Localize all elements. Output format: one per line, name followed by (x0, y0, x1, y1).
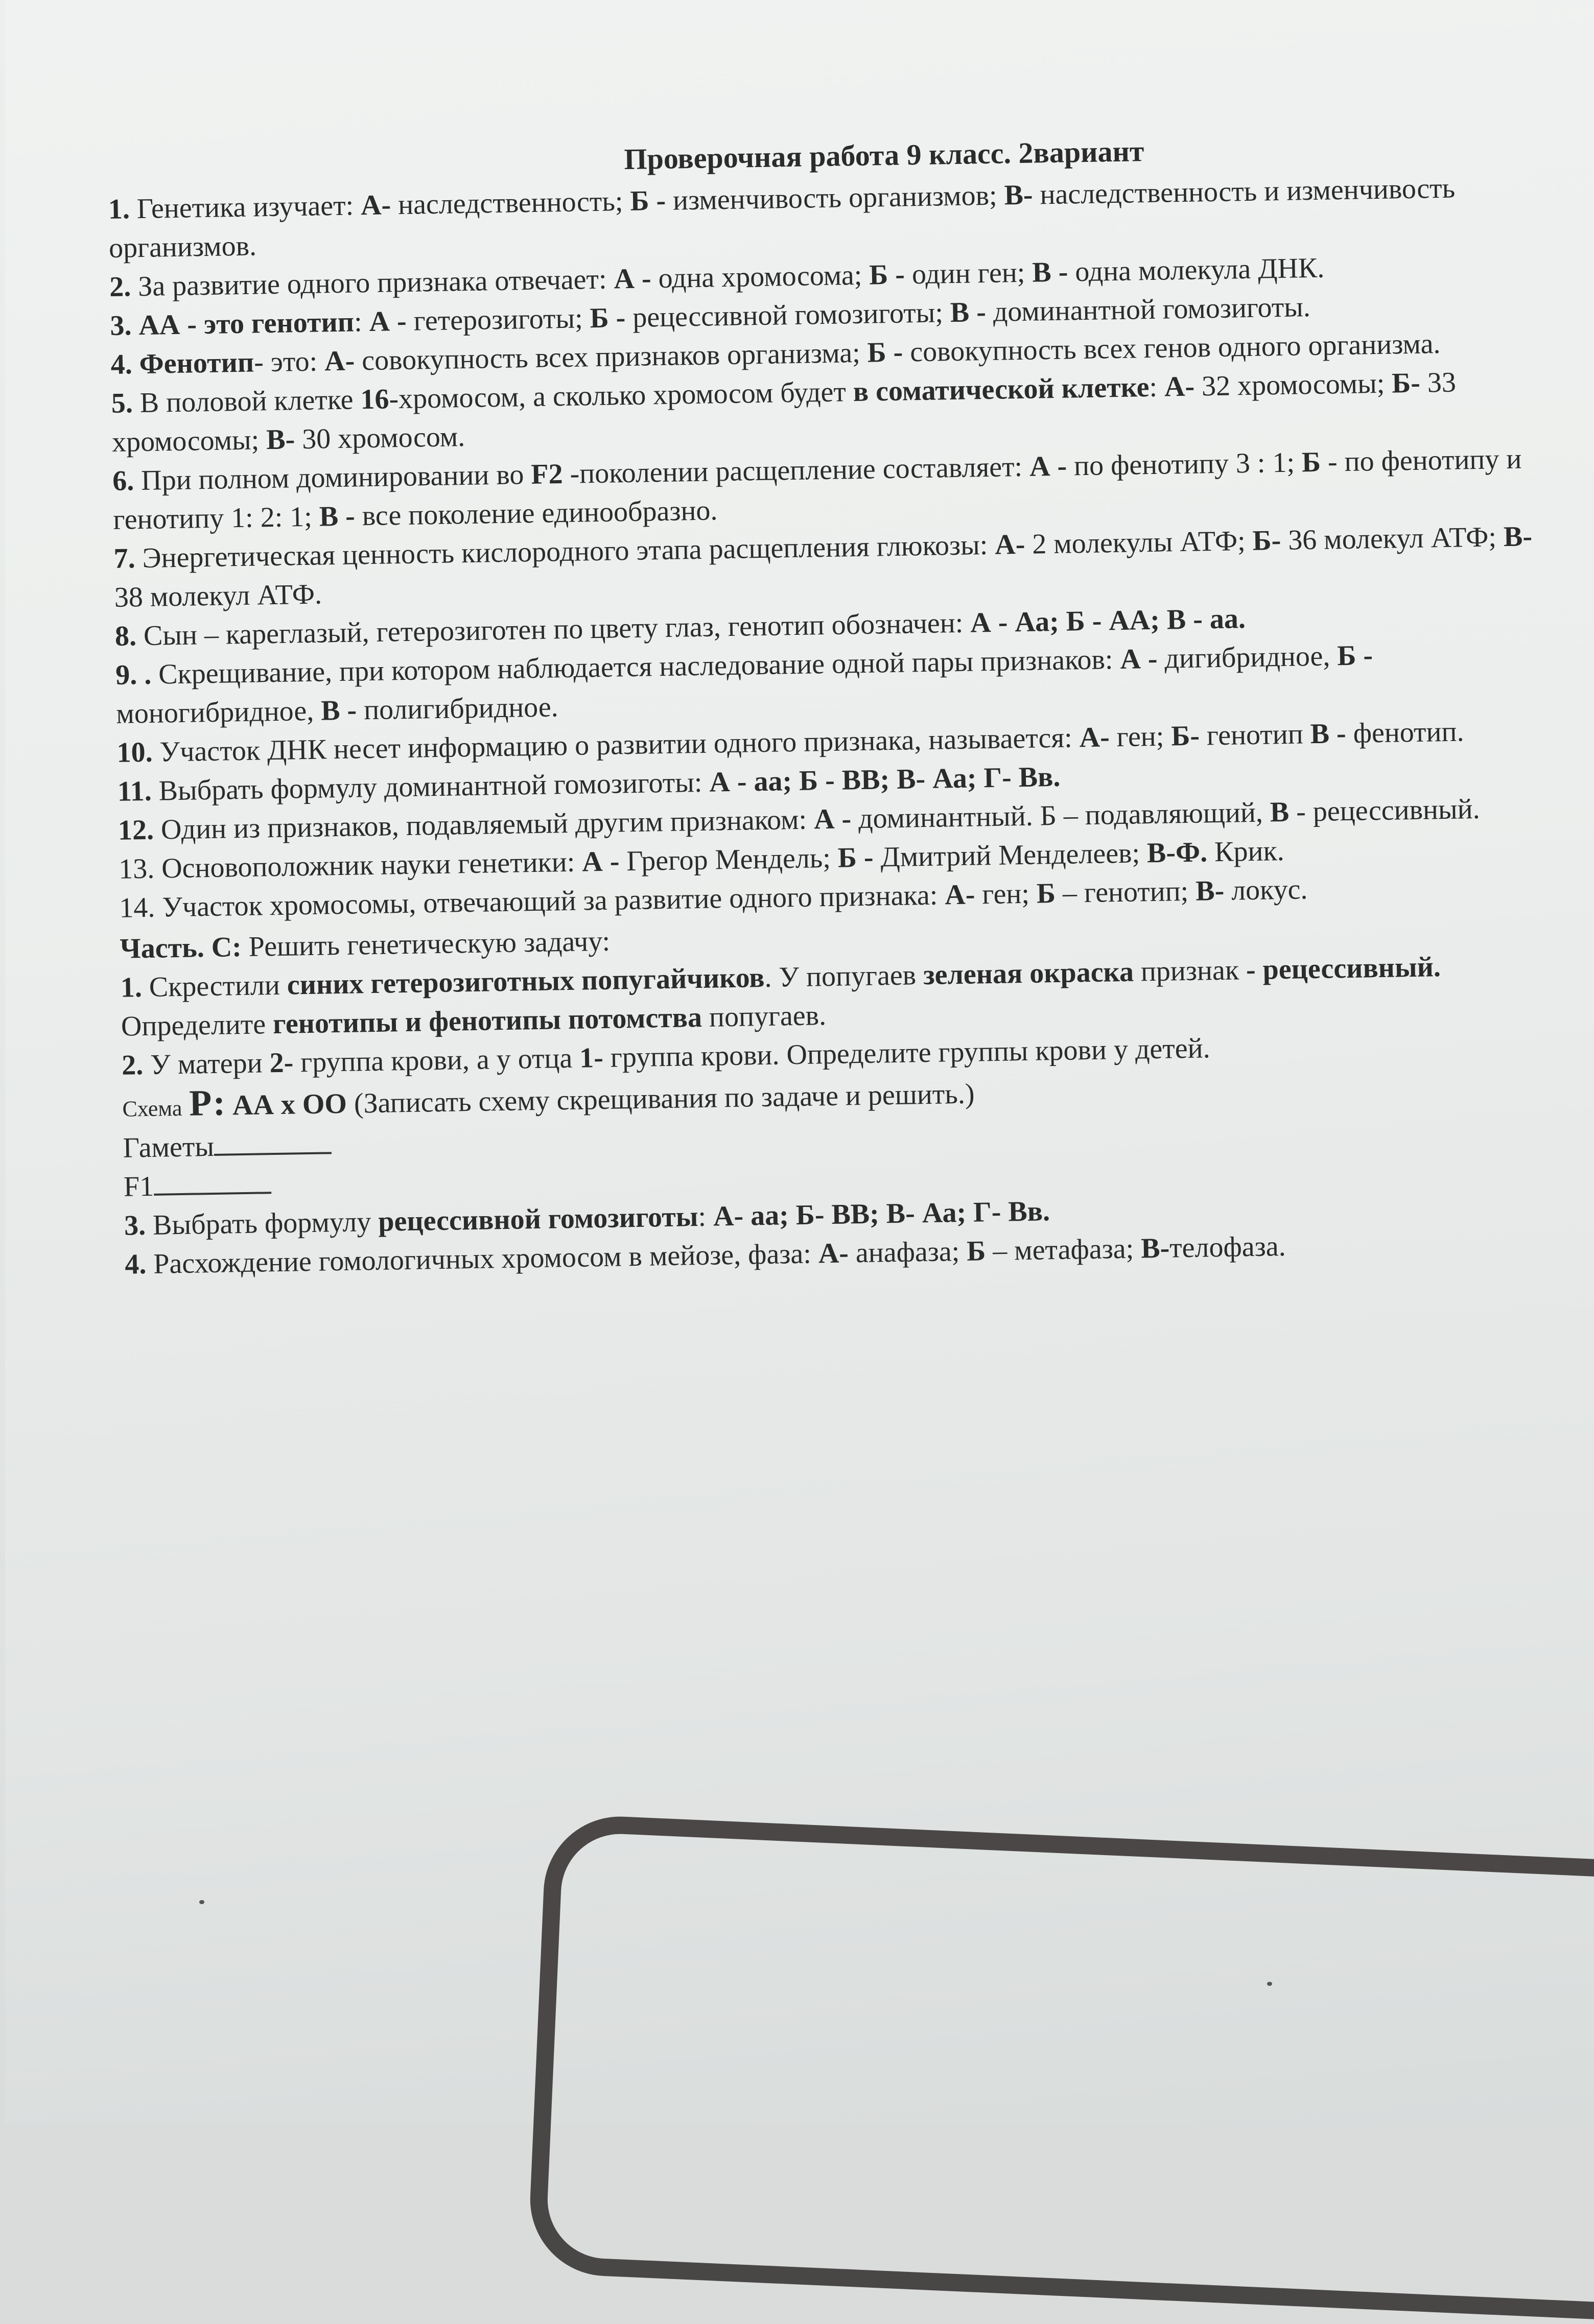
question-text: Энергетическая ценность кислородного этапа расщепления глюкозы: (135, 529, 995, 575)
question-text: В- (1195, 874, 1225, 907)
task-text: 2- (269, 1047, 294, 1079)
question-text: 36 молекул АТФ; (1280, 521, 1504, 557)
question-text: А - аа; Б - ВВ; В- Аа; Г- Вв. (709, 761, 1061, 798)
worksheet-text (107, 126, 1545, 1284)
scheme-note: (Записать схему скрещивания по задаче и решить.) (346, 1078, 975, 1120)
question-text: совокупность всех признаков организма; (354, 337, 868, 377)
question-text: Б - (590, 302, 626, 335)
question-number: 7. (113, 542, 136, 575)
question-text: Б - (869, 258, 905, 291)
question-text: А- (1164, 370, 1195, 403)
question-text: Б - (837, 841, 874, 874)
question-number: 4. (110, 348, 133, 381)
question-text: совокупность всех генов одного организма. (902, 328, 1441, 368)
question-text: - это: (253, 345, 325, 378)
question-text: В - (1310, 718, 1347, 750)
f1-label: F1 (123, 1170, 154, 1203)
scheme-cross: АА х ОО (225, 1087, 347, 1122)
question-text: Генетика изучает: (129, 189, 361, 225)
question-text: А - Аа; Б - АА; В - аа. (970, 603, 1246, 639)
question-number: 13. (118, 852, 155, 885)
question-text: изменчивость организмов; (665, 179, 1005, 217)
task-text: признак (1133, 954, 1247, 988)
question-text: Б (1301, 446, 1321, 479)
question-text: А- (1079, 721, 1110, 754)
question-text: 2 молекулы АТФ; (1024, 525, 1253, 560)
question-text: 30 хромосом. (294, 421, 465, 456)
task-text: – метафаза; (985, 1232, 1141, 1267)
question-text: : (354, 305, 370, 338)
gametes-label: Гаметы (123, 1130, 215, 1164)
question-text: - рецессивный. (1288, 793, 1481, 828)
task-text: Скрестили (142, 969, 288, 1004)
question-text: А- (994, 528, 1025, 561)
question-text: одна молекула ДНК. (1067, 252, 1325, 288)
question-text: Основоположник науки генетики: (154, 846, 582, 885)
task-number: 2. (121, 1049, 144, 1081)
question-text: 16 (360, 383, 389, 416)
question-text: В - (319, 500, 356, 533)
questions-list (108, 168, 1539, 927)
question-text: А- (324, 345, 355, 377)
question-number: 5. (111, 387, 133, 419)
paper-sheet (5, 0, 1594, 2125)
question-text: В-Ф. (1146, 836, 1208, 869)
question-text: В- (266, 423, 295, 456)
task-text: А- (818, 1237, 849, 1270)
question-text: Участок хромосомы, отвечающий за развитие одного признака: (154, 879, 945, 923)
question-text: наследственность; (390, 185, 630, 221)
question-text: Б- (1391, 367, 1421, 399)
task-text: зеленая окраска (923, 956, 1134, 991)
question-text: Один из признаков, подавляемый другим признаком: (153, 803, 814, 846)
question-text: А- (360, 189, 391, 222)
question-text: Б (1036, 878, 1056, 910)
question-text: В- (1004, 179, 1034, 211)
question-text: дигибридное, (1157, 640, 1338, 675)
question-text: Сын – кареглазый, гетерозиготен по цвету глаз, генотип обозначен: (136, 607, 971, 652)
question-text: в соматической клетке (853, 371, 1150, 408)
question-text: F2 (530, 458, 564, 491)
task-text: синих гетерозиготных попугайчиков (287, 961, 765, 1001)
task-text: генотипы и фенотипы потомства (272, 1001, 702, 1040)
question-text: Выбрать формулу доминантной гомозиготы: (151, 766, 710, 807)
question-text: Б - (867, 336, 903, 369)
question-text: Скрещивание, при котором наблюдается наследование одной пары признаков: (151, 643, 1120, 691)
question-text: -хромосом, а сколько хромосом будет (389, 376, 854, 415)
question-number: 6. (112, 465, 134, 497)
task-text: анафаза; (848, 1235, 967, 1269)
question-text: ген; (1109, 720, 1171, 753)
question-number: 11. (117, 775, 152, 808)
question-text: - по фенотипу и генотипу 1: 2: 1; (112, 443, 1522, 536)
question-text: ген; (974, 878, 1037, 911)
question-number: 10. (116, 736, 153, 769)
task-number: 4. (124, 1248, 147, 1280)
task-text: Б (966, 1235, 986, 1267)
question-text: один ген; (904, 256, 1033, 291)
question-text: доминантный. Б – подавляющий, (851, 796, 1271, 835)
part-c-label: Часть. С: (120, 931, 242, 965)
question-text: доминантной гомозиготы. (986, 291, 1311, 328)
task-text: - рецессивный. (1246, 951, 1441, 986)
question-text: фенотип. (1346, 716, 1464, 750)
task-text: телофаза. (1169, 1230, 1286, 1264)
task-text: . У попугаев (764, 959, 924, 993)
question-text: одна хромосома; (651, 259, 870, 295)
question-text: При полном доминировании во (133, 459, 531, 497)
gametes-blank (214, 1152, 332, 1156)
question-number: 1. (108, 193, 130, 225)
question-text: все поколение единообразно. (355, 494, 718, 532)
question-text: гетерозиготы; (406, 302, 591, 337)
question-text: : (1148, 371, 1165, 404)
question-text: В половой клетке (132, 384, 361, 419)
question-number: 2. (109, 271, 131, 303)
question-text: А - (369, 305, 407, 338)
metal-wire-stand (527, 1813, 1594, 2323)
question-text: В (1270, 796, 1290, 828)
task-text: группа крови. Определите группы крови у детей. (603, 1032, 1211, 1074)
question-text: В- (1503, 520, 1533, 553)
scheme-p: Р: (189, 1082, 226, 1124)
question-text: – генотип; (1055, 875, 1196, 910)
task-text: Расхождение гомологичных хромосом в мейозе, фаза: (146, 1238, 819, 1280)
paper-speck (199, 1900, 204, 1904)
task-text: А- аа; Б- ВВ; В- Аа; Г- Вв. (713, 1195, 1050, 1232)
cross-scheme (122, 1062, 1544, 1206)
question-text: А - (1119, 643, 1158, 675)
question-text: В - (950, 296, 987, 329)
question-text: по фенотипу 3 : 1; (1066, 446, 1302, 482)
question-text: Грегор Мендель; (619, 842, 838, 878)
question-text: локус. (1224, 873, 1308, 907)
task-text: рецессивной гомозиготы (378, 1201, 698, 1238)
task-text: попугаев. (701, 1000, 827, 1033)
question-text: Фенотип (132, 346, 254, 381)
task-number: 3. (124, 1210, 146, 1242)
question-text: А - (813, 803, 852, 836)
question-text: В - (1032, 256, 1068, 289)
question-number: 12. (118, 814, 154, 846)
question-text: Б - (629, 184, 666, 217)
worksheet-title: Проверочная работа 9 класс. 2вариант (623, 134, 1144, 176)
question-text: Б - (1337, 639, 1373, 672)
tasks-list (120, 946, 1542, 1085)
question-text: Дмитрий Менделеев; (873, 837, 1147, 873)
task-text: Выбрать формулу (145, 1205, 379, 1242)
question-text: АА - это генотип (131, 306, 355, 342)
question-text: наследственность и изменчивость организмов. (108, 172, 1456, 264)
question-text: 38 молекул АТФ. (114, 578, 322, 613)
question-text: моногибридное, (115, 695, 321, 730)
question-text: 32 хромосомы; (1194, 367, 1392, 402)
part-c-text: Решить генетическую задачу: (241, 925, 611, 963)
question-text: 33 хромосомы; (111, 366, 1457, 458)
question-number: 14. (119, 891, 155, 924)
question-number: 9. . (115, 658, 152, 691)
task-text: У матери (143, 1047, 270, 1081)
question-text: Крик. (1207, 835, 1285, 868)
task-text: 1- (579, 1041, 604, 1074)
scheme-label: Схема (122, 1095, 182, 1122)
question-text: А - (581, 845, 620, 878)
question-text: За развитие одного признака отвечает: (130, 263, 614, 303)
question-text: генотип (1199, 718, 1311, 752)
question-text: Б- (1170, 720, 1200, 752)
task-text: В- (1140, 1232, 1170, 1265)
question-text: В - (320, 694, 357, 727)
question-text: А - (1029, 450, 1067, 483)
question-number: 3. (109, 310, 132, 342)
task-text: группа крови, а у отца (293, 1042, 580, 1079)
question-text: рецессивной гомозиготы; (625, 297, 951, 334)
f1-blank (154, 1192, 271, 1196)
question-text: А- (944, 879, 975, 911)
question-text: Б- (1252, 525, 1281, 557)
task-text: Определите (121, 1008, 273, 1042)
question-text: А - (613, 263, 652, 295)
question-text: Участок ДНК несет информацию о развитии одного признака, называется: (152, 722, 1080, 768)
question-number: 8. (114, 620, 137, 652)
task-text: : (698, 1200, 714, 1233)
task-number: 1. (120, 971, 143, 1004)
question-text: полигибридное. (356, 691, 559, 726)
question-text: -поколении расщепление составляет: (562, 450, 1030, 490)
